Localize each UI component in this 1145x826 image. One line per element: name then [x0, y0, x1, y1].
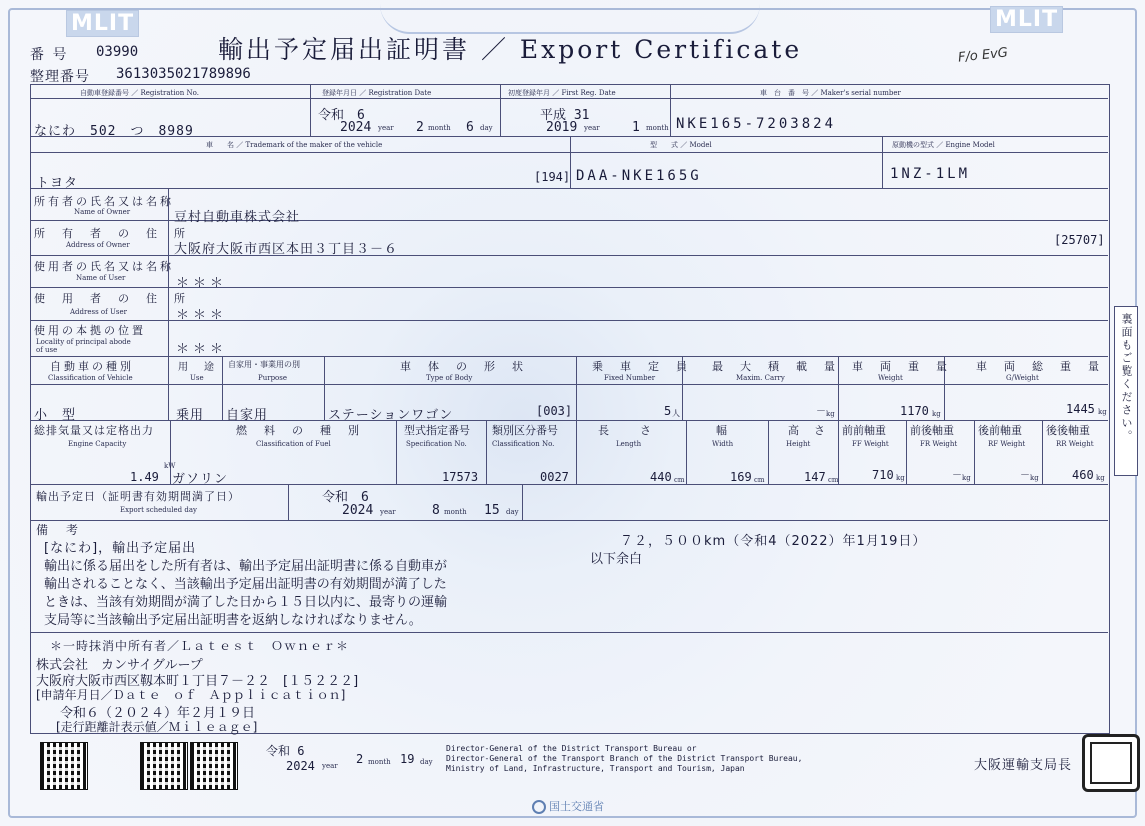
- class-label: 自動車の種別: [50, 360, 134, 373]
- fuel-label-en: Classification of Fuel: [256, 440, 331, 448]
- latest-owner-address: 大阪府大阪市西区靱本町１丁目７－２２ [１５２２２]: [36, 674, 359, 689]
- capacity-label-en: Engine Capacity: [68, 440, 127, 448]
- base-location-label-en: Locality of principal abode of use: [36, 338, 131, 354]
- class-no-label-en: Classification No.: [492, 440, 555, 448]
- capacity-label: 総排気量又は定格出力: [34, 424, 154, 437]
- serial-value: NKE165-7203824: [676, 116, 837, 132]
- reg-date-day: 6: [466, 120, 474, 135]
- user-address-value: ＊＊＊: [176, 308, 228, 323]
- mlit-logo-right: MLIT: [990, 6, 1063, 33]
- base-location-label: 使用の本拠の位置: [34, 324, 146, 337]
- rf-weight-label-en: RF Weight: [988, 440, 1026, 448]
- seats-unit: 人: [672, 409, 680, 418]
- page-title: 輸出予定届出証明書 ／ Export Certificate: [218, 35, 803, 64]
- fr-weight-label-en: FR Weight: [920, 440, 958, 448]
- capacity-value: 1.49: [130, 470, 159, 484]
- length-label: 長 さ: [598, 424, 654, 437]
- weight-label: 車 両 重 量: [852, 360, 950, 373]
- official-seal: [1082, 734, 1140, 792]
- engine-model-label: 原動機の型式 ／ Engine Model: [892, 141, 995, 149]
- class-value: 小 型: [34, 408, 77, 423]
- remarks-line5: 支局等に当該輸出予定届出証明書を返納しなければなりません。: [44, 613, 422, 628]
- unit-kg: kg: [896, 474, 905, 482]
- number-label: 番 号: [30, 47, 69, 63]
- director-line1: Director-General of the District Transport Bureau or: [446, 744, 697, 753]
- issue-year: 2024: [286, 759, 315, 773]
- model-label: 型 式 ／ Model: [650, 141, 712, 149]
- mlit-logo-left: MLIT: [66, 10, 139, 37]
- height-label: 高 さ: [788, 424, 827, 437]
- reg-date-label: 登録年月日 ／ Registration Date: [322, 89, 432, 97]
- ministry-logo: [532, 798, 604, 814]
- ministry-name: 国土交通省: [549, 800, 604, 813]
- length-label-en: Length: [616, 440, 642, 448]
- unit-cm: cm: [754, 476, 765, 484]
- unit-day: day: [420, 758, 433, 766]
- export-era: 令和 6: [322, 490, 369, 505]
- class-no-label: 類別区分番号: [492, 424, 558, 437]
- unit-month: month: [444, 508, 467, 516]
- unit-month: month: [646, 124, 669, 132]
- model-code: [194]: [534, 170, 571, 184]
- weight-value: 1170: [900, 404, 929, 418]
- owner-name-label-en: Name of Owner: [74, 208, 131, 216]
- height-value: 147: [804, 470, 826, 484]
- reg-no-label: 自動車登録番号 ／ Registration No.: [80, 89, 199, 97]
- user-name-label-en: Name of User: [76, 274, 126, 282]
- body-type-value: ステーションワゴン: [328, 408, 454, 423]
- use-label: 用 途: [178, 362, 217, 373]
- export-date-label-en: Export scheduled day: [120, 506, 197, 514]
- length-value: 440: [650, 470, 672, 484]
- owner-address-label: 所 有 者 の 住 所: [34, 227, 188, 240]
- engine-model-value: 1NZ-1LM: [890, 166, 971, 182]
- ff-weight-label-en: FF Weight: [852, 440, 889, 448]
- latest-owner-name: 株式会社 カンサイグループ: [36, 658, 203, 673]
- unit-year: year: [380, 508, 396, 516]
- rf-weight-label: 後前軸重: [978, 424, 1022, 437]
- export-day: 15: [484, 503, 500, 518]
- maker-value: トヨタ: [36, 176, 79, 191]
- management-value: 3613035021789896: [116, 66, 251, 82]
- owner-address-label-en: Address of Owner: [66, 241, 130, 249]
- seats-label: 乗 車 定 員: [592, 360, 690, 373]
- user-address-label: 使 用 者 の 住 所: [34, 292, 188, 305]
- remarks-line2: 輸出に係る届出をした所有者は、輸出予定届出証明書に係る自動車が: [44, 559, 448, 574]
- base-location-value: ＊＊＊: [176, 342, 228, 357]
- gweight-label: 車 両 総 重 量: [976, 360, 1102, 373]
- weight-label-en: Weight: [878, 374, 903, 382]
- width-label: 幅: [716, 424, 727, 437]
- purpose-value: 自家用: [226, 408, 269, 423]
- seats-label-en: Fixed Number: [604, 374, 656, 382]
- unit-cm: cm: [674, 476, 685, 484]
- user-name-label: 使用者の氏名又は名称: [34, 260, 174, 273]
- director-line2: Director-General of the Transport Branch of the District Transport Bureau,: [446, 754, 803, 763]
- carry-label-en: Maxim. Carry: [736, 374, 785, 382]
- latest-owner-title: ＊一時抹消中所有者／Ｌａｔｅｓｔ Ｏｗｎｅｒ＊: [50, 639, 350, 653]
- unit-day: day: [506, 508, 519, 516]
- first-reg-month: 1: [632, 120, 640, 135]
- ff-weight-label: 前前軸重: [842, 424, 886, 437]
- carry-value: －: [816, 406, 826, 417]
- use-value: 乗用: [176, 408, 205, 423]
- qr-code-2: [140, 742, 188, 790]
- rest-blank: 以下余白: [590, 552, 643, 567]
- unit-kg: kg: [1030, 474, 1039, 482]
- spec-no-label-en: Specification No.: [406, 440, 467, 448]
- unit-kg: kg: [962, 474, 971, 482]
- rf-weight-value: －: [1020, 470, 1030, 481]
- reg-date-year: 2024: [340, 120, 372, 135]
- unit-month: month: [428, 124, 451, 132]
- qr-code-1: [40, 742, 88, 790]
- remarks-line4: ときは、当該有効期間が満了した日から１５日以内に、最寄りの運輸: [44, 595, 448, 610]
- rr-weight-label: 後後軸重: [1046, 424, 1090, 437]
- export-year: 2024: [342, 503, 374, 518]
- handwritten-note: F/o EvG: [957, 45, 1009, 66]
- model-value: DAA-NKE165G: [576, 168, 702, 184]
- remarks-line1: [なにわ]，輸出予定届出: [44, 541, 197, 556]
- purpose-label: 自家用・事業用の別: [228, 360, 300, 369]
- body-type-label: 車 体 の 形 状: [400, 360, 526, 373]
- fr-weight-label: 前後軸重: [910, 424, 954, 437]
- gweight-value: 1445: [1066, 402, 1095, 416]
- owner-name-label: 所有者の氏名又は名称: [34, 195, 174, 208]
- purpose-label-en: Purpose: [258, 374, 287, 382]
- rr-weight-label-en: RR Weight: [1056, 440, 1094, 448]
- mileage-note: ７２，５００km（令和4（2022）年1月19日）: [620, 534, 927, 549]
- number-value: 03990: [96, 44, 139, 60]
- gweight-label-en: G/Weight: [1006, 374, 1039, 382]
- first-reg-era: 平成 31: [540, 108, 590, 123]
- spec-no-label: 型式指定番号: [404, 424, 470, 437]
- side-note-box: [1114, 306, 1138, 476]
- first-reg-year: 2019: [546, 120, 578, 135]
- fr-weight-value: －: [952, 470, 962, 481]
- user-name-value: ＊＊＊: [176, 276, 228, 291]
- body-type-code: [003]: [536, 404, 573, 418]
- reg-date-era: 令和 6: [318, 108, 365, 123]
- class-no-value: 0027: [540, 470, 569, 484]
- rr-weight-value: 460: [1072, 468, 1094, 482]
- fuel-value: ガソリン: [172, 472, 229, 487]
- unit-kg: kg: [932, 410, 941, 418]
- remarks-line3: 輸出されることなく、当該輸出予定届出証明書の有効期間が満了した: [44, 577, 447, 592]
- spec-no-value: 17573: [442, 470, 479, 484]
- height-label-en: Height: [786, 440, 811, 448]
- mileage-label: [走行距離計表示値／Ｍｉｌｅａｇｅ]: [56, 720, 258, 734]
- owner-address-code: [25707]: [1054, 233, 1105, 247]
- serial-label: 車 台 番 号 ／ Maker's serial number: [760, 89, 901, 97]
- application-date-label: [申請年月日／Ｄａｔｅ ｏｆ Ａｐｐｌｉｃａｔｉｏｎ]: [36, 688, 346, 702]
- fuel-label: 燃 料 の 種 別: [236, 424, 362, 437]
- issue-day: 19: [400, 752, 415, 766]
- unit-year: year: [322, 762, 338, 770]
- issue-era: 令和 6: [266, 744, 305, 758]
- issuing-office: 大阪運輸支局長: [974, 758, 1073, 773]
- unit-kg: kg: [1096, 474, 1105, 482]
- reg-date-month: 2: [416, 120, 424, 135]
- unit-year: year: [378, 124, 394, 132]
- width-value: 169: [730, 470, 752, 484]
- seats-value: 5: [664, 404, 672, 418]
- use-label-en: Use: [190, 374, 204, 382]
- ff-weight-value: 710: [872, 468, 894, 482]
- class-label-en: Classification of Vehicle: [48, 374, 133, 382]
- unit-kg: kg: [826, 410, 835, 418]
- owner-address-value: 大阪府大阪市西区本田３丁目３－６: [174, 242, 399, 257]
- side-note: 裏面もご覧ください。: [1120, 313, 1133, 443]
- director-line3: Ministry of Land, Infrastructure, Transport and Tourism, Japan: [446, 764, 745, 773]
- qr-code-3: [190, 742, 238, 790]
- carry-label: 最 大 積 載 量: [712, 360, 838, 373]
- user-address-label-en: Address of User: [70, 308, 127, 316]
- unit-cm: cm: [828, 476, 839, 484]
- owner-name-value: 豆村自動車株式会社: [174, 210, 301, 225]
- body-type-label-en: Type of Body: [426, 374, 473, 382]
- unit-day: day: [480, 124, 493, 132]
- application-date-value: 令和６（２０２４）年２月１９日: [60, 706, 256, 721]
- unit-kg: kg: [1098, 408, 1107, 416]
- first-reg-label: 初度登録年月 ／ First Reg. Date: [508, 89, 616, 97]
- capacity-unit: kW: [164, 462, 176, 470]
- unit-month: month: [368, 758, 391, 766]
- reg-no-value: なにわ 502 つ 8989: [34, 124, 194, 139]
- export-date-label: 輸出予定日（証明書有効期間満了日）: [36, 490, 240, 503]
- maker-label: 車 名 ／ Trademark of the maker of the vehicle: [206, 141, 383, 149]
- width-label-en: Width: [712, 440, 734, 448]
- issue-month: 2: [356, 752, 364, 766]
- unit-year: year: [584, 124, 600, 132]
- ministry-icon: [532, 800, 546, 814]
- export-month: 8: [432, 503, 440, 518]
- management-label: 整理番号: [30, 69, 90, 85]
- remarks-label: 備 考: [36, 523, 82, 537]
